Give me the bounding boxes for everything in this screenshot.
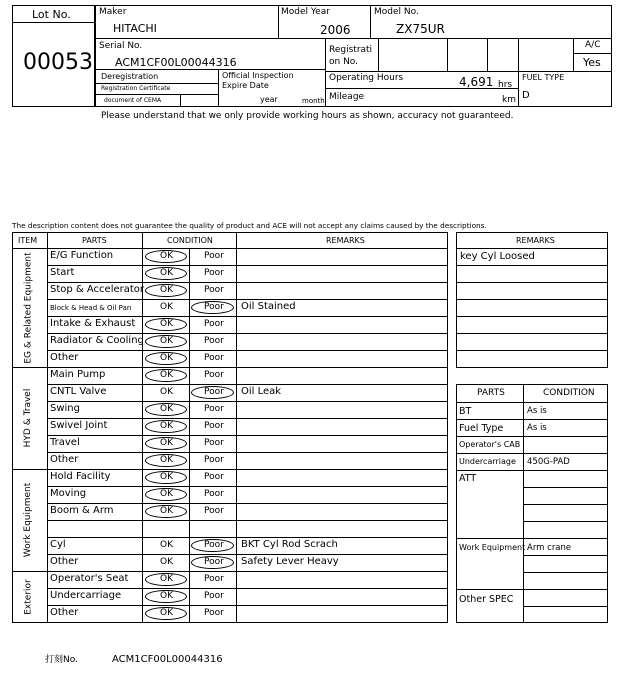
att-divider — [523, 504, 608, 505]
poor-option: Poor — [204, 421, 224, 431]
group-label: Work Equipment — [23, 482, 33, 558]
deregistration-label: Deregistration — [101, 72, 159, 81]
serial-value: ACM1CF00L00044316 — [115, 56, 237, 69]
registration-label — [329, 44, 377, 68]
month-label: month — [302, 97, 325, 105]
ac-label: A/C — [585, 40, 601, 50]
group-divider — [12, 622, 448, 623]
part-label: Other — [50, 556, 79, 567]
side-part-divider — [456, 436, 608, 437]
row-divider — [47, 435, 448, 436]
work-equipment-label: Work Equipment — [459, 543, 526, 552]
model-year-label: Model Year — [281, 7, 330, 17]
part-label: Other — [50, 607, 79, 618]
row-divider — [47, 265, 448, 266]
ok-option: OK — [160, 506, 173, 516]
poor-option: Poor — [204, 370, 224, 380]
group-divider — [12, 571, 448, 572]
part-label: Boom & Arm — [50, 505, 114, 516]
header-item: ITEM — [18, 236, 38, 245]
part-label: Hold Facility — [50, 471, 111, 482]
ok-selected-oval — [145, 267, 187, 280]
model-year-value: 2006 — [320, 23, 351, 37]
ok-selected-oval — [145, 471, 187, 484]
poor-selected-oval — [191, 556, 234, 569]
poor-option: Poor — [204, 608, 224, 618]
official-inspection-label: Official Inspection — [222, 71, 294, 80]
ok-selected-oval — [145, 590, 187, 603]
maker-value: HITACHI — [113, 22, 157, 35]
ok-option: OK — [160, 336, 173, 346]
disclaimer: The description content does not guarantee the quality of product and ACE will not accept any claims caused by the descriptions. — [12, 221, 487, 230]
row-divider — [47, 486, 448, 487]
ok-selected-oval — [145, 284, 187, 297]
part-label: Swivel Joint — [50, 420, 108, 431]
serial-label: Serial No. — [99, 41, 143, 51]
row-divider — [47, 333, 448, 334]
poor-option: Poor — [204, 285, 224, 295]
side-part-divider — [456, 470, 608, 471]
ok-option: OK — [160, 540, 173, 550]
ok-option: OK — [160, 438, 173, 448]
side-part-divider — [456, 453, 608, 454]
side-part-divider — [456, 419, 608, 420]
operating-hours-label: Operating Hours — [329, 73, 404, 83]
row-divider — [47, 554, 448, 555]
row-divider — [47, 452, 448, 453]
side-remark-divider — [456, 282, 608, 283]
ok-option: OK — [160, 421, 173, 431]
poor-option: Poor — [204, 353, 224, 363]
mileage-label: Mileage — [329, 92, 365, 102]
part-label: Swing — [50, 403, 80, 414]
row-divider — [47, 282, 448, 283]
side-part-label: BT — [459, 406, 472, 417]
part-label: Other — [50, 454, 79, 465]
remark-text: Oil Leak — [241, 386, 282, 397]
stamp-value: ACM1CF00L00044316 — [112, 654, 223, 665]
part-label: Travel — [50, 437, 80, 448]
ok-option: OK — [160, 455, 173, 465]
poor-selected-oval — [191, 386, 234, 399]
part-label: Block & Head & Oil Pan — [50, 304, 132, 312]
document-cema-label: document of CEMA — [104, 97, 162, 104]
model-no-label: Model No. — [374, 7, 419, 17]
side-part-condition: As is — [527, 406, 547, 416]
poor-option: Poor — [204, 302, 224, 312]
poor-option: Poor — [204, 319, 224, 329]
att-divider — [523, 521, 608, 522]
part-label: Stop & Accelerator — [50, 284, 145, 295]
row-divider — [47, 299, 448, 300]
remark-text: Safety Lever Heavy — [241, 556, 339, 567]
we-bottom-divider — [456, 589, 608, 590]
ok-selected-oval — [145, 335, 187, 348]
ok-option: OK — [160, 591, 173, 601]
maker-label: Maker — [99, 7, 127, 17]
lot-label: Lot No. — [32, 8, 71, 21]
part-label: Operator's Seat — [50, 573, 129, 584]
side-part-condition: 450G-PAD — [527, 457, 570, 467]
part-label: Radiator & Cooling — [50, 335, 144, 346]
lot-number: 00053 — [23, 50, 93, 75]
ok-selected-oval — [145, 403, 187, 416]
poor-option: Poor — [204, 540, 224, 550]
ok-option: OK — [160, 370, 173, 380]
model-no-value: ZX75UR — [396, 22, 445, 36]
we-divider — [523, 555, 608, 556]
poor-option: Poor — [204, 336, 224, 346]
poor-option: Poor — [204, 591, 224, 601]
att-bottom-divider — [456, 538, 608, 539]
other-spec-label: Other SPEC — [459, 594, 514, 605]
part-label: Main Pump — [50, 369, 106, 380]
side-part-condition: As is — [527, 423, 547, 433]
header-parts: PARTS — [82, 236, 107, 245]
header-condition: CONDITION — [167, 236, 213, 245]
ok-option: OK — [160, 557, 173, 567]
poor-option: Poor — [204, 557, 224, 567]
ok-option: OK — [160, 268, 173, 278]
expire-date-label: Expire Date — [222, 81, 269, 90]
ok-option: OK — [160, 472, 173, 482]
side-remark-divider — [456, 265, 608, 266]
hours-note: Please understand that we only provide working hours as shown, accuracy not guaranteed. — [101, 111, 514, 121]
row-divider — [47, 537, 448, 538]
row-divider — [47, 384, 448, 385]
work-equipment-value: Arm crane — [527, 543, 572, 553]
header-remarks: REMARKS — [326, 236, 365, 245]
row-divider — [47, 350, 448, 351]
row-divider — [47, 316, 448, 317]
att-label: ATT — [459, 473, 477, 484]
registration-certificate-label: Registration Certificate — [101, 85, 171, 92]
stamp-label: 打刻No. — [45, 655, 78, 665]
ok-selected-oval — [145, 437, 187, 450]
side-parts-header: PARTS — [477, 388, 505, 398]
ok-selected-oval — [145, 488, 187, 501]
part-label: Intake & Exhaust — [50, 318, 136, 329]
side-remark-divider — [456, 350, 608, 351]
ok-selected-oval — [145, 505, 187, 518]
year-label: year — [260, 95, 278, 104]
ok-selected-oval — [145, 352, 187, 365]
group-label: HYD & Travel — [23, 388, 33, 448]
ok-selected-oval — [145, 420, 187, 433]
part-label: E/G Function — [50, 250, 114, 261]
row-divider — [47, 401, 448, 402]
spec-divider — [523, 606, 608, 607]
poor-option: Poor — [204, 489, 224, 499]
side-remark-divider — [456, 316, 608, 317]
poor-option: Poor — [204, 574, 224, 584]
group-divider — [12, 367, 448, 368]
ok-option: OK — [160, 489, 173, 499]
poor-option: Poor — [204, 268, 224, 278]
group-label: Exterior — [23, 578, 33, 615]
ok-option: OK — [160, 251, 173, 261]
ok-option: OK — [160, 285, 173, 295]
poor-selected-oval — [191, 301, 234, 314]
poor-option: Poor — [204, 387, 224, 397]
ok-selected-oval — [145, 369, 187, 382]
ok-selected-oval — [145, 318, 187, 331]
group-label: EG & Related Equipment — [23, 251, 33, 364]
km-unit: km — [502, 95, 516, 105]
poor-selected-oval — [191, 539, 234, 552]
row-divider — [47, 588, 448, 589]
ok-selected-oval — [145, 573, 187, 586]
we-divider — [523, 572, 608, 573]
registration-label-text: Registrati on No. — [329, 45, 373, 67]
ok-option: OK — [160, 319, 173, 329]
ok-option: OK — [160, 353, 173, 363]
ok-selected-oval — [145, 607, 187, 620]
part-label: Moving — [50, 488, 87, 499]
poor-option: Poor — [204, 404, 224, 414]
remark-text: Oil Stained — [241, 301, 296, 312]
fuel-type-value: D — [522, 90, 530, 101]
side-remark-divider — [456, 333, 608, 334]
row-divider — [47, 418, 448, 419]
ac-value: Yes — [583, 56, 601, 69]
poor-option: Poor — [204, 506, 224, 516]
ok-option: OK — [160, 404, 173, 414]
side-remark-line: key Cyl Loosed — [460, 251, 535, 262]
part-label: Undercarriage — [50, 590, 122, 601]
poor-option: Poor — [204, 438, 224, 448]
side-part-label: Operator's CAB — [459, 440, 521, 449]
part-label: CNTL Valve — [50, 386, 107, 397]
row-divider — [47, 503, 448, 504]
side-part-label: Undercarriage — [459, 457, 516, 466]
row-divider — [47, 605, 448, 606]
remark-text: BKT Cyl Rod Scrach — [241, 539, 338, 550]
part-label: Cyl — [50, 539, 66, 550]
poor-option: Poor — [204, 251, 224, 261]
operating-hours-value: 4,691 — [459, 75, 494, 89]
ok-option: OK — [160, 387, 173, 397]
side-remarks-header: REMARKS — [516, 236, 555, 245]
ok-option: OK — [160, 302, 173, 312]
group-divider — [12, 469, 448, 470]
ok-selected-oval — [145, 250, 187, 263]
ok-option: OK — [160, 608, 173, 618]
poor-option: Poor — [204, 455, 224, 465]
hrs-unit: hrs — [498, 80, 513, 90]
side-part-label: Fuel Type — [459, 423, 504, 434]
ok-selected-oval — [145, 454, 187, 467]
att-divider — [523, 487, 608, 488]
fuel-type-label: FUEL TYPE — [522, 73, 565, 82]
poor-option: Poor — [204, 472, 224, 482]
ok-option: OK — [160, 574, 173, 584]
side-remark-divider — [456, 299, 608, 300]
row-divider — [47, 520, 448, 521]
side-condition-header: CONDITION — [543, 388, 595, 398]
part-label: Start — [50, 267, 75, 278]
part-label: Other — [50, 352, 79, 363]
